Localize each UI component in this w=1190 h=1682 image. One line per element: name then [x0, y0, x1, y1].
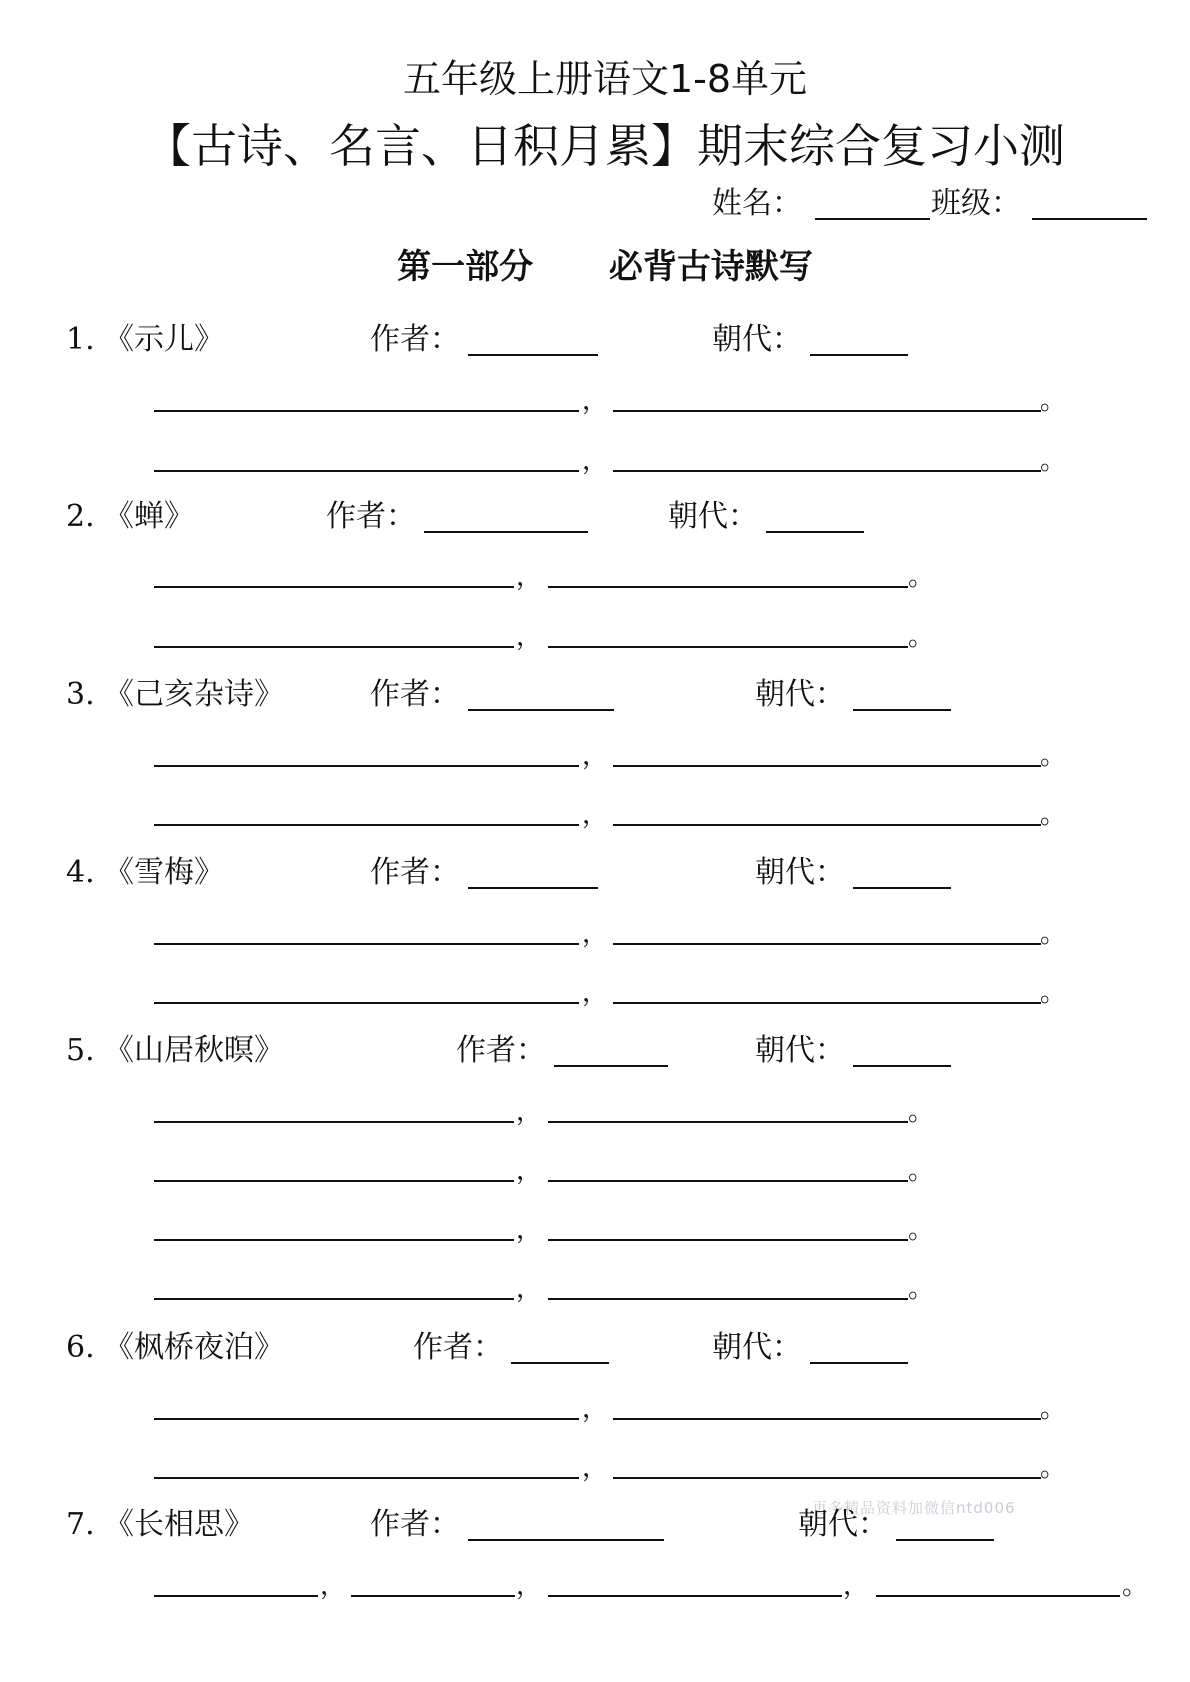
period-mark: 。: [908, 1215, 935, 1245]
period-mark: 。: [1040, 446, 1067, 476]
verse-blank[interactable]: [154, 646, 514, 648]
verse-blank[interactable]: [154, 1477, 579, 1479]
verse-line-row: [0, 1453, 1190, 1483]
period-mark: 。: [908, 1156, 935, 1186]
period-mark: 。: [908, 562, 935, 592]
comma-mark: ，: [320, 1571, 347, 1601]
section-title: 必背古诗默写: [608, 247, 813, 287]
comma-mark: ，: [516, 1156, 543, 1186]
verse-blank[interactable]: [548, 646, 908, 648]
poem-header: [0, 675, 1190, 715]
comma-mark: ，: [582, 386, 609, 416]
author-label: 作者：: [370, 322, 460, 357]
verse-blank[interactable]: [154, 1002, 579, 1004]
dynasty-label: 朝代：: [668, 499, 758, 534]
comma-mark: ，: [582, 800, 609, 830]
verse-blank[interactable]: [548, 1595, 842, 1597]
period-mark: 。: [1040, 1453, 1067, 1483]
dynasty-blank[interactable]: [853, 1065, 951, 1067]
verse-line-row: [0, 386, 1190, 416]
poem-title: 《山居秋暝》: [104, 1033, 284, 1068]
period-mark: 。: [908, 1097, 935, 1127]
poem-number: 4.: [66, 855, 95, 890]
verse-line-row: [0, 1394, 1190, 1424]
verse-line-row: [0, 800, 1190, 830]
verse-blank[interactable]: [613, 1002, 1041, 1004]
dynasty-blank[interactable]: [853, 887, 951, 889]
author-blank[interactable]: [468, 354, 598, 356]
verse-line-row: [0, 622, 1190, 652]
section-heading: [0, 245, 1190, 289]
verse-blank[interactable]: [154, 410, 579, 412]
dynasty-blank[interactable]: [853, 709, 951, 711]
verse-line-row: [0, 1156, 1190, 1186]
poem-title: 《雪梅》: [104, 855, 224, 890]
name-class-row: [712, 182, 1152, 226]
worksheet-title: 五年级上册语文1-8单元: [402, 57, 808, 101]
period-mark: 。: [1122, 1571, 1149, 1601]
dynasty-blank[interactable]: [810, 354, 908, 356]
comma-mark: ，: [516, 622, 543, 652]
verse-line-row: [0, 919, 1190, 949]
poem-title: 《示儿》: [104, 322, 224, 357]
dynasty-label: 朝代：: [755, 677, 845, 712]
comma-mark: ，: [582, 446, 609, 476]
dynasty-label: 朝代：: [755, 1033, 845, 1068]
verse-blank[interactable]: [154, 1239, 514, 1241]
period-mark: 。: [1040, 919, 1067, 949]
author-blank[interactable]: [468, 1539, 664, 1541]
verse-blank[interactable]: [548, 1298, 908, 1300]
verse-blank[interactable]: [613, 765, 1041, 767]
verse-line-row: [0, 1571, 1190, 1601]
poem-title: 《枫桥夜泊》: [104, 1330, 284, 1365]
author-blank[interactable]: [554, 1065, 668, 1067]
poem-header: [0, 1031, 1190, 1071]
watermark: 更多精品资料加微信ntd006: [812, 1499, 1016, 1517]
verse-blank[interactable]: [154, 1418, 579, 1420]
comma-mark: ，: [582, 1394, 609, 1424]
author-blank[interactable]: [424, 531, 588, 533]
verse-line-row: [0, 978, 1190, 1008]
verse-blank[interactable]: [154, 470, 579, 472]
comma-mark: ，: [843, 1571, 870, 1601]
poem-number: 7.: [66, 1507, 95, 1542]
poem-header: [0, 1505, 1190, 1545]
period-mark: 。: [1040, 386, 1067, 416]
name-label: 姓名：: [712, 186, 802, 221]
dynasty-blank[interactable]: [766, 531, 864, 533]
poem-number: 1.: [66, 322, 95, 357]
dynasty-blank[interactable]: [810, 1362, 908, 1364]
author-label: 作者：: [326, 499, 416, 534]
verse-line-row: [0, 741, 1190, 771]
verse-blank[interactable]: [613, 470, 1041, 472]
verse-blank[interactable]: [351, 1595, 515, 1597]
author-label: 作者：: [413, 1330, 503, 1365]
verse-blank[interactable]: [154, 1180, 514, 1182]
verse-blank[interactable]: [154, 586, 514, 588]
verse-line-row: [0, 562, 1190, 592]
comma-mark: ，: [516, 1571, 543, 1601]
verse-blank[interactable]: [876, 1595, 1120, 1597]
class-label: 班级：: [931, 186, 1021, 221]
dynasty-label: 朝代：: [712, 1330, 802, 1365]
verse-blank[interactable]: [548, 1121, 908, 1123]
verse-blank[interactable]: [548, 1239, 908, 1241]
comma-mark: ，: [516, 562, 543, 592]
period-mark: 。: [908, 1274, 935, 1304]
poem-number: 5.: [66, 1033, 95, 1068]
poem-number: 3.: [66, 677, 95, 712]
poem-header: [0, 853, 1190, 893]
verse-blank[interactable]: [613, 1477, 1041, 1479]
comma-mark: ，: [516, 1097, 543, 1127]
author-label: 作者：: [370, 1507, 460, 1542]
comma-mark: ，: [516, 1215, 543, 1245]
poem-number: 6.: [66, 1330, 95, 1365]
verse-blank[interactable]: [154, 1595, 318, 1597]
poem-title: 《长相思》: [104, 1507, 254, 1542]
verse-blank[interactable]: [613, 410, 1041, 412]
author-label: 作者：: [370, 855, 460, 890]
section-part-label: 第一部分: [397, 247, 534, 287]
poem-header: [0, 1328, 1190, 1368]
dynasty-label: 朝代：: [755, 855, 845, 890]
dynasty-label: 朝代：: [798, 1507, 888, 1542]
comma-mark: ，: [516, 1274, 543, 1304]
author-label: 作者：: [456, 1033, 546, 1068]
verse-blank[interactable]: [548, 586, 908, 588]
verse-line-row: [0, 446, 1190, 476]
author-blank[interactable]: [468, 709, 614, 711]
verse-line-row: [0, 1274, 1190, 1304]
verse-blank[interactable]: [154, 943, 579, 945]
verse-blank[interactable]: [613, 943, 1041, 945]
verse-line-row: [0, 1097, 1190, 1127]
dynasty-label: 朝代：: [712, 322, 802, 357]
verse-blank[interactable]: [613, 824, 1041, 826]
verse-line-row: [0, 1215, 1190, 1245]
verse-blank[interactable]: [154, 824, 579, 826]
verse-blank[interactable]: [154, 1121, 514, 1123]
poem-title: 《蝉》: [104, 499, 194, 534]
verse-blank[interactable]: [154, 1298, 514, 1300]
name-blank[interactable]: [815, 218, 930, 220]
comma-mark: ，: [582, 741, 609, 771]
author-label: 作者：: [370, 677, 460, 712]
verse-blank[interactable]: [613, 1418, 1041, 1420]
class-blank[interactable]: [1032, 218, 1147, 220]
verse-blank[interactable]: [548, 1180, 908, 1182]
period-mark: 。: [908, 622, 935, 652]
poem-header: [0, 320, 1190, 360]
author-blank[interactable]: [468, 887, 598, 889]
period-mark: 。: [1040, 1394, 1067, 1424]
period-mark: 。: [1040, 978, 1067, 1008]
poem-header: [0, 497, 1190, 537]
comma-mark: ，: [582, 978, 609, 1008]
poem-number: 2.: [66, 499, 95, 534]
worksheet-subtitle: 【古诗、名言、日积月累】期末综合复习小测: [145, 119, 1065, 173]
period-mark: 。: [1040, 800, 1067, 830]
comma-mark: ，: [582, 1453, 609, 1483]
poem-title: 《己亥杂诗》: [104, 677, 284, 712]
verse-blank[interactable]: [154, 765, 579, 767]
dynasty-blank[interactable]: [896, 1539, 994, 1541]
author-blank[interactable]: [511, 1362, 609, 1364]
period-mark: 。: [1040, 741, 1067, 771]
comma-mark: ，: [582, 919, 609, 949]
